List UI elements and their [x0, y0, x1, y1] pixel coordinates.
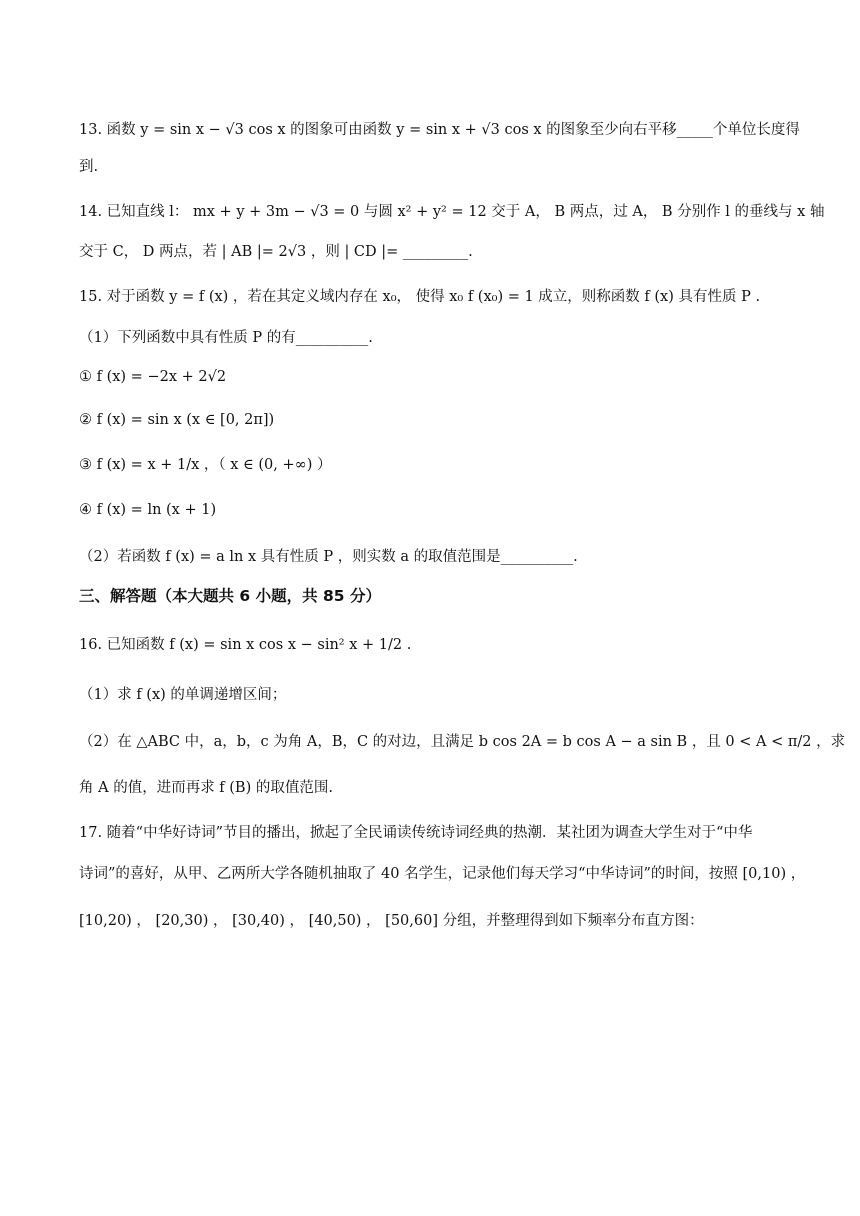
q15-stem: 15. 对于函数 y = f (x) ，若在其定义域内存在 x₀， 使得 x₀ f (x₀) = 1 成立，则称函数 f (x) 具有性质 P . [79, 289, 761, 305]
q15-option4: ④ f (x) = ln (x + 1) [79, 502, 217, 518]
section-heading: 三、解答题（本大题共 6 小题，共 85 分） [79, 587, 381, 605]
q15-option1: ① f (x) = −2x + 2√2 [79, 369, 227, 385]
q17-line2: 诗词”的喜好，从甲、乙两所大学各随机抽取了 40 名学生，记录他们每天学习“中华诗词”的时间，按照 [0,10) ， [79, 866, 806, 882]
q17-line1: 17. 随着“中华好诗词”节目的播出，掀起了全民诵读传统诗词经典的热潮．某社团为调查大学生对于“中华 [79, 825, 753, 841]
q16-part1: （1）求 f (x) 的单调递增区间； [79, 687, 287, 703]
q16-stem: 16. 已知函数 f (x) = sin x cos x − sin² x + 1/2 . [79, 637, 412, 653]
q14-line2: 交于 C， D 两点，若 | AB |= 2√3 ，则 | CD |= _________. [79, 244, 473, 260]
q17-line3: [10,20) ， [20,30) ， [30,40) ， [40,50) ， [50,60] 分组，并整理得到如下频率分布直方图： [79, 913, 704, 929]
q15-option3: ③ f (x) = x + 1/x ，（ x ∈ (0, +∞) ） [79, 457, 332, 473]
q13-line2: 到. [79, 159, 99, 175]
q15-part1: （1）下列函数中具有性质 P 的有__________. [79, 330, 373, 346]
q13-line1: 13. 函数 y = sin x − √3 cos x 的图象可由函数 y = sin x + √3 cos x 的图象至少向右平移_____个单位长度得 [79, 122, 800, 138]
q16-part2-line2: 角 A 的值，进而再求 f (B) 的取值范围. [79, 780, 333, 796]
q15-option2: ② f (x) = sin x (x ∈ [0, 2π]) [79, 412, 275, 428]
q14-line1: 14. 已知直线 l： mx + y + 3m − √3 = 0 与圆 x² + y² = 12 交于 A， B 两点，过 A， B 分别作 l 的垂线与 x 轴 [79, 204, 825, 220]
q16-part2-line1: （2）在 △ABC 中，a，b，c 为角 A，B，C 的对边，且满足 b cos 2A = b cos A − a sin B ，且 0 < A < π/2 ，求 [79, 734, 846, 750]
q15-part2: （2）若函数 f (x) = a ln x 具有性质 P ，则实数 a 的取值范围是__________. [79, 549, 578, 565]
